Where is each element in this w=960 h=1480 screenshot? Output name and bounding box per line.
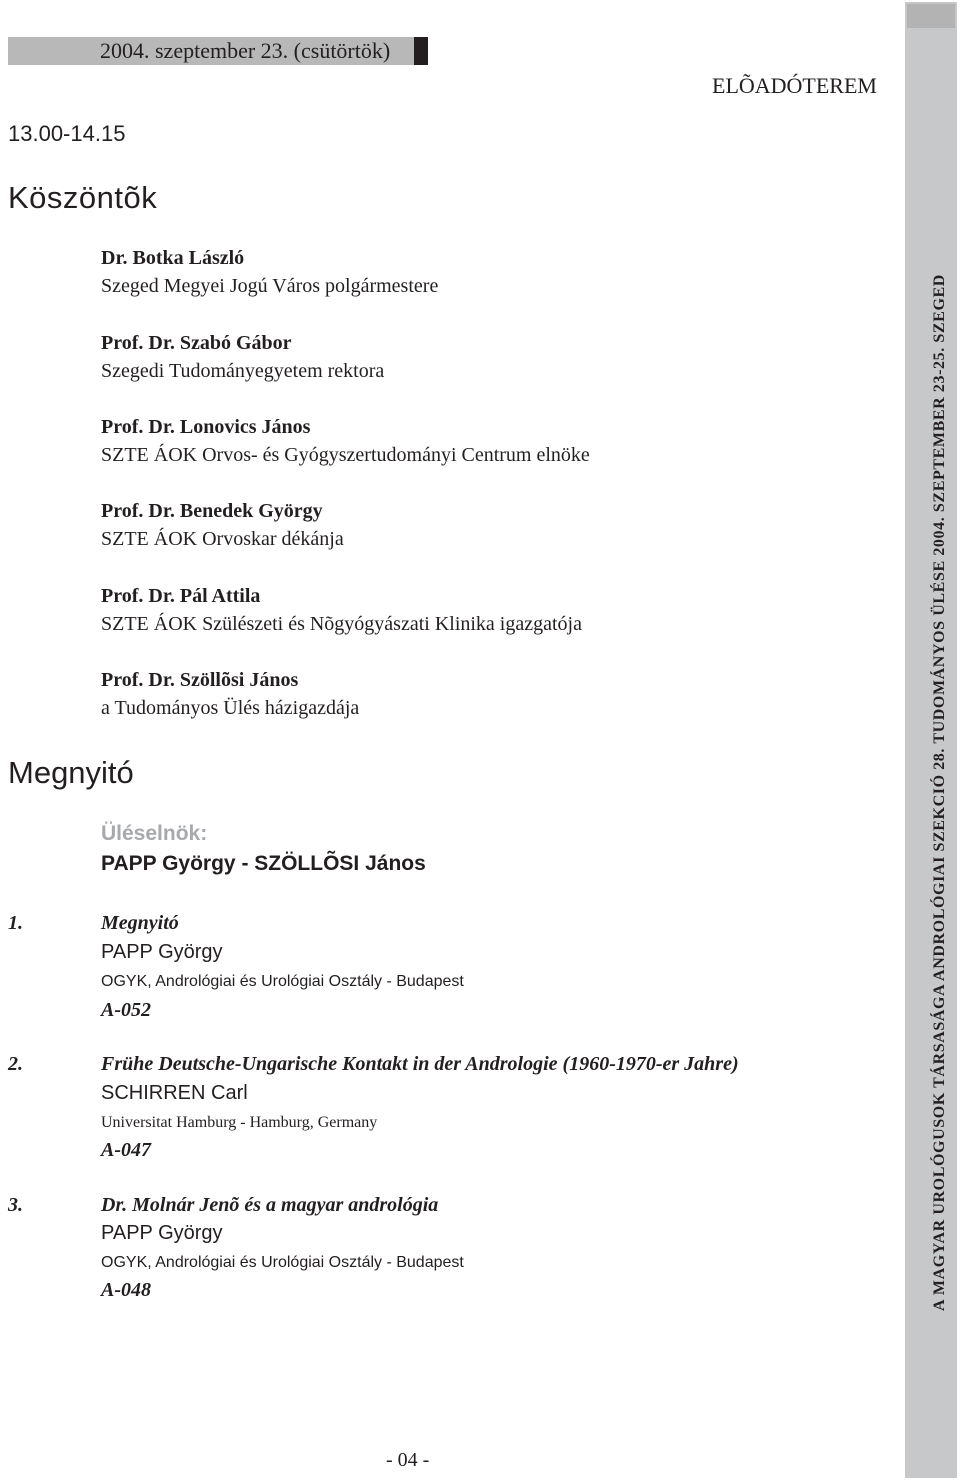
item-institution: OGYK, Andrológiai és Urológiai Osztály - Budapest <box>101 1254 464 1271</box>
speaker-title: a Tudományos Ülés házigazdája <box>101 697 360 719</box>
item-title: Frühe Deutsche-Ungarische Kontakt in der Andrologie (1960-1970-er Jahre) <box>101 1053 739 1075</box>
item-title: Dr. Molnár Jenõ és a magyar andrológia <box>101 1194 439 1216</box>
speaker-title: SZTE ÁOK Szülészeti és Nõgyógyászati Klinika igazgatója <box>101 613 582 635</box>
speaker-title: Szegedi Tudományegyetem rektora <box>101 360 385 382</box>
side-banner-text: A MAGYAR UROLÓGUSOK TÁRSASÁGA ANDROLÓGIAI SZEKCIÓ 28. TUDOMÁNYOS ÜLÉSE 2004. SZEPTEMBER 23-25. SZEGED <box>931 274 948 1311</box>
page-number: - 04 - <box>386 1449 430 1471</box>
item-author: PAPP György <box>101 941 223 963</box>
item-number: 1. <box>8 912 23 934</box>
item-institution: OGYK, Andrológiai és Urológiai Osztály - Budapest <box>101 973 464 990</box>
speaker-name: Dr. Botka László <box>101 247 245 269</box>
session-time: 13.00-14.15 <box>8 121 126 146</box>
item-institution: Universitat Hamburg - Hamburg, Germany <box>101 1114 378 1131</box>
opening-heading: Megnyitó <box>8 755 134 790</box>
item-number: 2. <box>8 1053 23 1075</box>
speaker-name: Prof. Dr. Pál Attila <box>101 585 261 607</box>
item-number: 3. <box>8 1194 23 1216</box>
chairs-label: Üléselnök: <box>101 822 208 845</box>
session-date: 2004. szeptember 23. (csütörtök) <box>100 38 391 63</box>
speaker-name: Prof. Dr. Lonovics János <box>101 416 311 438</box>
item-author: SCHIRREN Carl <box>101 1082 248 1104</box>
speaker-title: SZTE ÁOK Orvoskar dékánja <box>101 528 344 550</box>
item-title: Megnyitó <box>101 912 179 934</box>
speaker-name: Prof. Dr. Szöllõsi János <box>101 669 299 691</box>
side-banner-top-box <box>907 4 955 28</box>
item-code: A-048 <box>101 1279 151 1301</box>
speaker-name: Prof. Dr. Benedek György <box>101 500 323 522</box>
item-code: A-047 <box>101 1139 151 1161</box>
item-author: PAPP György <box>101 1222 223 1244</box>
room-name: ELÕADÓTEREM <box>712 73 877 98</box>
header-bar-end-block <box>414 37 428 65</box>
welcome-heading: Köszöntõk <box>8 180 158 215</box>
speaker-name: Prof. Dr. Szabó Gábor <box>101 332 292 354</box>
chairs-names: PAPP György - SZÖLLÕSI János <box>101 852 426 875</box>
item-code: A-052 <box>101 999 151 1021</box>
speaker-title: SZTE ÁOK Orvos- és Gyógyszertudományi Centrum elnöke <box>101 444 590 466</box>
speaker-title: Szeged Megyei Jogú Város polgármestere <box>101 275 439 297</box>
